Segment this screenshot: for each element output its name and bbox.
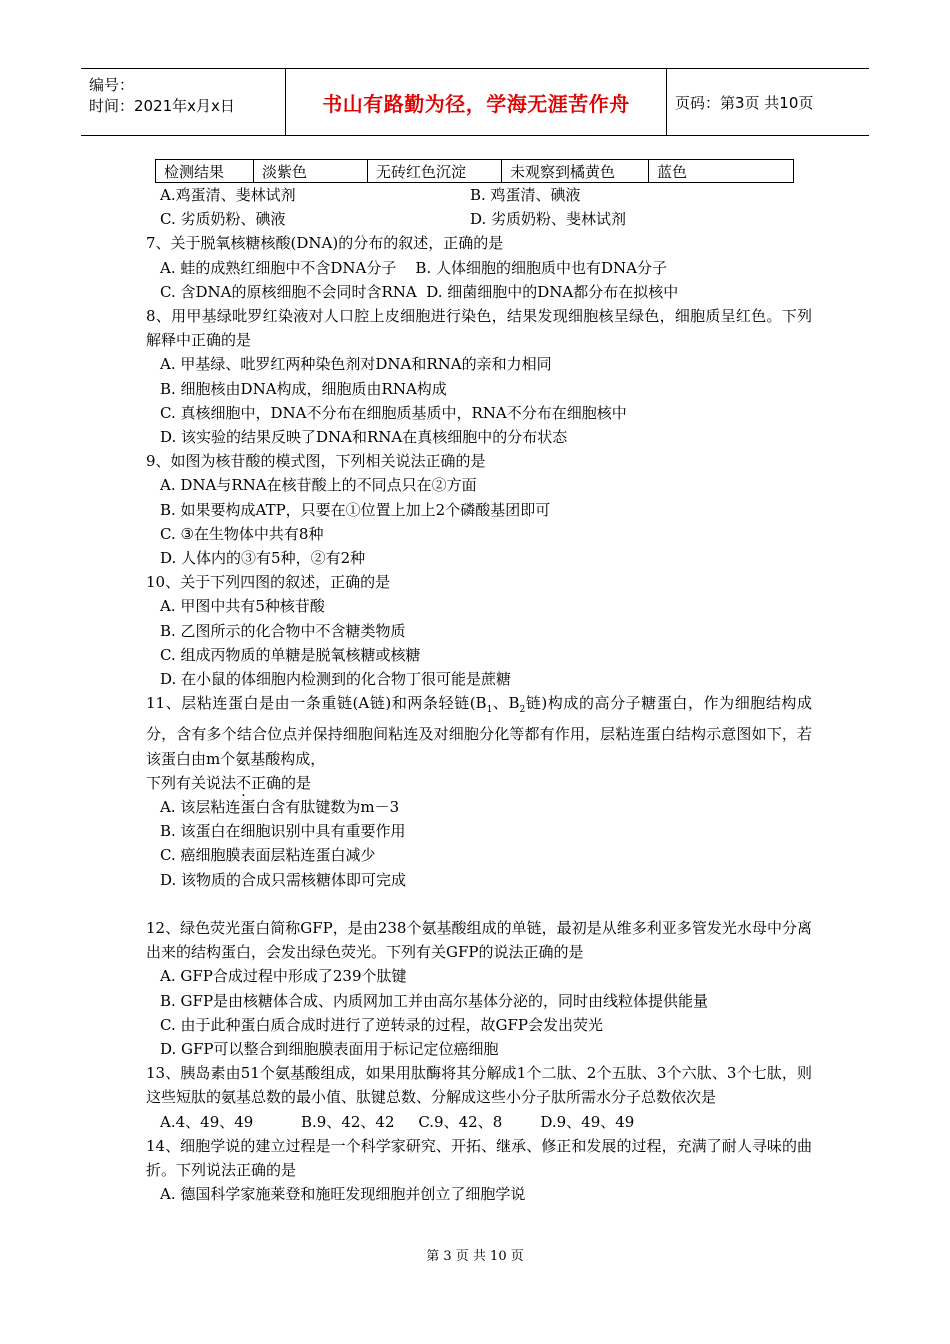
header-meta bbox=[81, 69, 286, 135]
result-table bbox=[155, 159, 794, 183]
q6-options-cd bbox=[146, 207, 812, 231]
q8-option-b: B. 细胞核由DNA构成，细胞质由RNA构成 bbox=[160, 379, 447, 398]
option-a: A.鸡蛋清、斐林试剂 bbox=[160, 186, 296, 204]
q6-options-ab bbox=[146, 183, 812, 207]
document-body bbox=[146, 183, 812, 1206]
q11-option-b: B. 该蛋白在细胞识别中具有重要作用 bbox=[160, 822, 406, 841]
q11-ask-part: 正确的是 bbox=[251, 773, 312, 792]
q11-ask-part: 下列有关说法 bbox=[146, 773, 237, 792]
q8-stem: 8、用甲基绿吡罗红染液对人口腔上皮细胞进行染色，结果发现细胞核呈绿色，细胞质呈红色。下列解释中正确的是 bbox=[146, 307, 812, 350]
number-label: 编号： bbox=[89, 76, 135, 94]
table-row bbox=[156, 160, 794, 183]
q11-stem bbox=[146, 691, 812, 771]
subscript: 1 bbox=[486, 705, 493, 716]
q9-option-b: B. 如果要构成ATP，只要在①位置上加上2个磷酸基团即可 bbox=[160, 500, 551, 519]
table-cell: 检测结果 bbox=[156, 160, 254, 183]
q14-stem: 14、细胞学说的建立过程是一个科学家研究、开拓、继承、修正和发展的过程，充满了耐人寻味的曲折。下列说法正确的是 bbox=[146, 1136, 812, 1179]
option-d: D. 劣质奶粉、斐林试剂 bbox=[470, 210, 627, 229]
q12-option-b: B. GFP是由核糖体合成、内质网加工并由高尔基体分泌的，同时由线粒体提供能量 bbox=[160, 991, 709, 1010]
q11-option-d: D. 该物质的合成只需核糖体即可完成 bbox=[160, 870, 407, 889]
q8-option-d: D. 该实验的结果反映了DNA和RNA在真核细胞中的分布状态 bbox=[160, 428, 568, 447]
spacer bbox=[146, 892, 812, 916]
q10-option-b: B. 乙图所示的化合物中不含糖类物质 bbox=[160, 621, 406, 640]
date-label: 时间：2021年x月x日 bbox=[89, 97, 235, 115]
q10-option-d: D. 在小鼠的体细胞内检测到的化合物丁很可能是蔗糖 bbox=[160, 670, 512, 689]
table-cell: 未观察到橘黄色 bbox=[502, 160, 649, 183]
q7-options-ab: A. 蛙的成熟红细胞中不含DNA分子 B. 人体细胞的细胞质中也有DNA分子 bbox=[160, 258, 667, 277]
q12-stem: 12、绿色荧光蛋白简称GFP，是由238个氨基酸组成的单链，最初是从维多利亚多管发光水母中分离出来的结构蛋白，会发出绿色荧光。下列有关GFP的说法正确的是 bbox=[146, 918, 812, 962]
q10-stem: 10、关于下列四图的叙述，正确的是 bbox=[146, 573, 391, 592]
page-footer bbox=[0, 1245, 950, 1264]
q11-option-c: C. 癌细胞膜表面层粘连蛋白减少 bbox=[160, 846, 376, 865]
q13-stem: 13、胰岛素由51个氨基酸组成，如果用肽酶将其分解成1个二肽、2个五肽、3个六肽、3个七肽，则这些短肽的氨基总数的最小值、肽键总数、分解成这些小分子肽所需水分子总数依次是 bbox=[146, 1064, 812, 1107]
q12-option-d: D. GFP可以整合到细胞膜表面用于标记定位癌细胞 bbox=[160, 1039, 499, 1058]
header-motto: 书山有路勤为径，学海无涯苦作舟 bbox=[286, 69, 667, 135]
q7-options-cd: C. 含DNA的原核细胞不会同时含RNA D. 细菌细胞中的DNA都分布在拟核中 bbox=[160, 282, 679, 301]
table-cell: 无砖红色沉淀 bbox=[368, 160, 502, 183]
option-c: C. 劣质奶粉、碘液 bbox=[160, 210, 286, 229]
q12-option-c: C. 由于此种蛋白质合成时进行了逆转录的过程，故GFP会发出荧光 bbox=[160, 1015, 603, 1034]
option-b: B. 鸡蛋清、碘液 bbox=[470, 186, 581, 204]
subscript: 2 bbox=[519, 705, 526, 716]
q14-option-a: A. 德国科学家施莱登和施旺发现细胞并创立了细胞学说 bbox=[160, 1185, 526, 1204]
table-cell: 淡紫色 bbox=[254, 160, 368, 183]
q10-option-a: A. 甲图中共有5种核苷酸 bbox=[160, 597, 325, 616]
footer-page-number: 第 3 页 共 10 页 bbox=[426, 1249, 524, 1264]
q11-option-a: A. 该层粘连蛋白含有肽键数为m－3 bbox=[160, 798, 400, 817]
q13-options: A.4、49、49 B.9、42、42 C.9、42、8 D.9、49、49 bbox=[160, 1112, 635, 1131]
q12-option-a: A. GFP合成过程中形成了239个肽键 bbox=[160, 967, 407, 986]
q11-ask bbox=[146, 771, 812, 795]
emphasis-not: 不 bbox=[236, 773, 252, 792]
page-header bbox=[81, 68, 869, 136]
q11-stem-part: 11、层粘连蛋白是由一条重链(A链)和两条轻链(B bbox=[146, 694, 487, 713]
table-cell: 蓝色 bbox=[649, 160, 794, 183]
q7-stem: 7、关于脱氧核糖核酸(DNA)的分布的叙述，正确的是 bbox=[146, 234, 504, 253]
q11-stem-part: 、B bbox=[492, 694, 520, 713]
q10-option-c: C. 组成丙物质的单糖是脱氧核糖或核糖 bbox=[160, 645, 421, 664]
q9-option-c: C. ③在生物体中共有8种 bbox=[160, 524, 324, 543]
q9-option-d: D. 人体内的③有5种，②有2种 bbox=[160, 549, 366, 568]
header-page-code: 页码：第3页 共10页 bbox=[675, 93, 814, 112]
q8-option-c: C. 真核细胞中，DNA不分布在细胞质基质中，RNA不分布在细胞核中 bbox=[160, 403, 627, 422]
q9-option-a: A. DNA与RNA在核苷酸上的不同点只在②方面 bbox=[160, 476, 477, 495]
q9-stem: 9、如图为核苷酸的模式图，下列相关说法正确的是 bbox=[146, 452, 486, 471]
q11-stem-part: 链)构成的高分子糖蛋白，作为细胞结构成分，含有多个结合位点并保持细胞间粘连及对细胞分化等都有作用，层粘连蛋白结构示意图如下，若该蛋白由m个氨基酸构成， bbox=[146, 694, 812, 768]
q8-option-a: A. 甲基绿、吡罗红两种染色剂对DNA和RNA的亲和力相同 bbox=[160, 355, 552, 374]
